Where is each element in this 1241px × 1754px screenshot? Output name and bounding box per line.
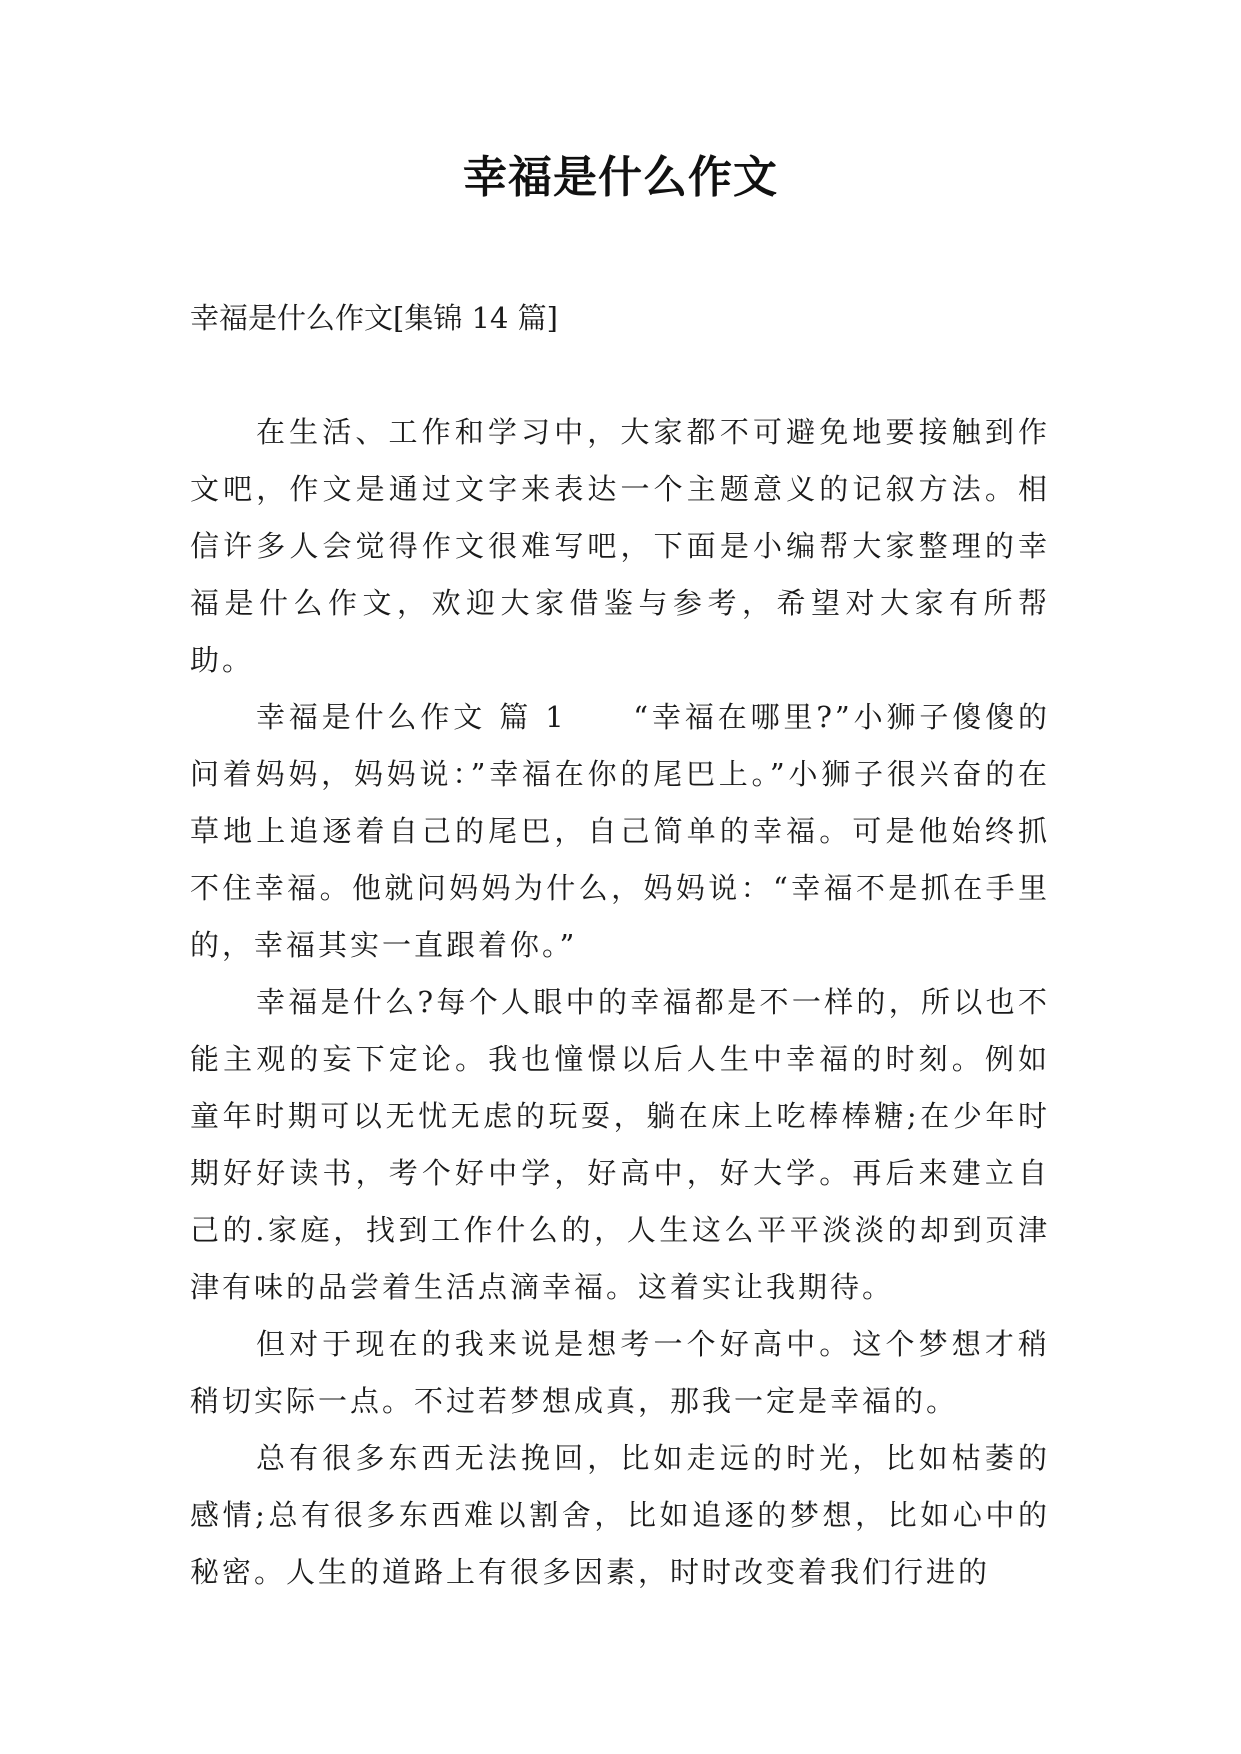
paragraph-essay-1-opening: 幸福是什么作文 篇 1 “幸福在哪里?”小狮子傻傻的问着妈妈，妈妈说：”幸福在你的尾巴上。”小狮子很兴奋的在草地上追逐着自己的尾巴，自己简单的幸福。可是他始终抓不住幸福。他就问妈妈为什么，妈妈说：“幸福不是抓在手里的，幸福其实一直跟着你。” — [190, 700, 1050, 962]
document-title: 幸福是什么作文 — [463, 152, 778, 203]
paragraph-high-school-dream: 但对于现在的我来说是想考一个好高中。这个梦想才稍稍切实际一点。不过若梦想成真，那我一定是幸福的。 — [190, 1327, 1050, 1418]
document-body — [190, 404, 1050, 1601]
paragraph-what-is-happiness: 幸福是什么?每个人眼中的幸福都是不一样的，所以也不能主观的妄下定论。我也憧憬以后人生中幸福的时刻。例如童年时期可以无忧无虑的玩耍，躺在床上吃棒棒糖;在少年时期好好读书，考个好中学，好高中，好大学。再后来建立自己的.家庭，找到工作什么的，人生这么平平淡淡的却到页津津有味的品尝着生活点滴幸福。这着实让我期待。 — [190, 985, 1050, 1304]
paragraph-things-lost: 总有很多东西无法挽回，比如走远的时光，比如枯萎的感情;总有很多东西难以割舍，比如追逐的梦想，比如心中的秘密。人生的道路上有很多因素，时时改变着我们行进的 — [190, 1441, 1050, 1589]
document-subtitle: 幸福是什么作文[集锦 14 篇] — [190, 301, 558, 335]
paragraph-intro: 在生活、工作和学习中，大家都不可避免地要接触到作文吧，作文是通过文字来表达一个主题意义的记叙方法。相信许多人会觉得作文很难写吧，下面是小编帮大家整理的幸福是什么作文，欢迎大家借鉴与参考，希望对大家有所帮助。 — [190, 415, 1050, 677]
